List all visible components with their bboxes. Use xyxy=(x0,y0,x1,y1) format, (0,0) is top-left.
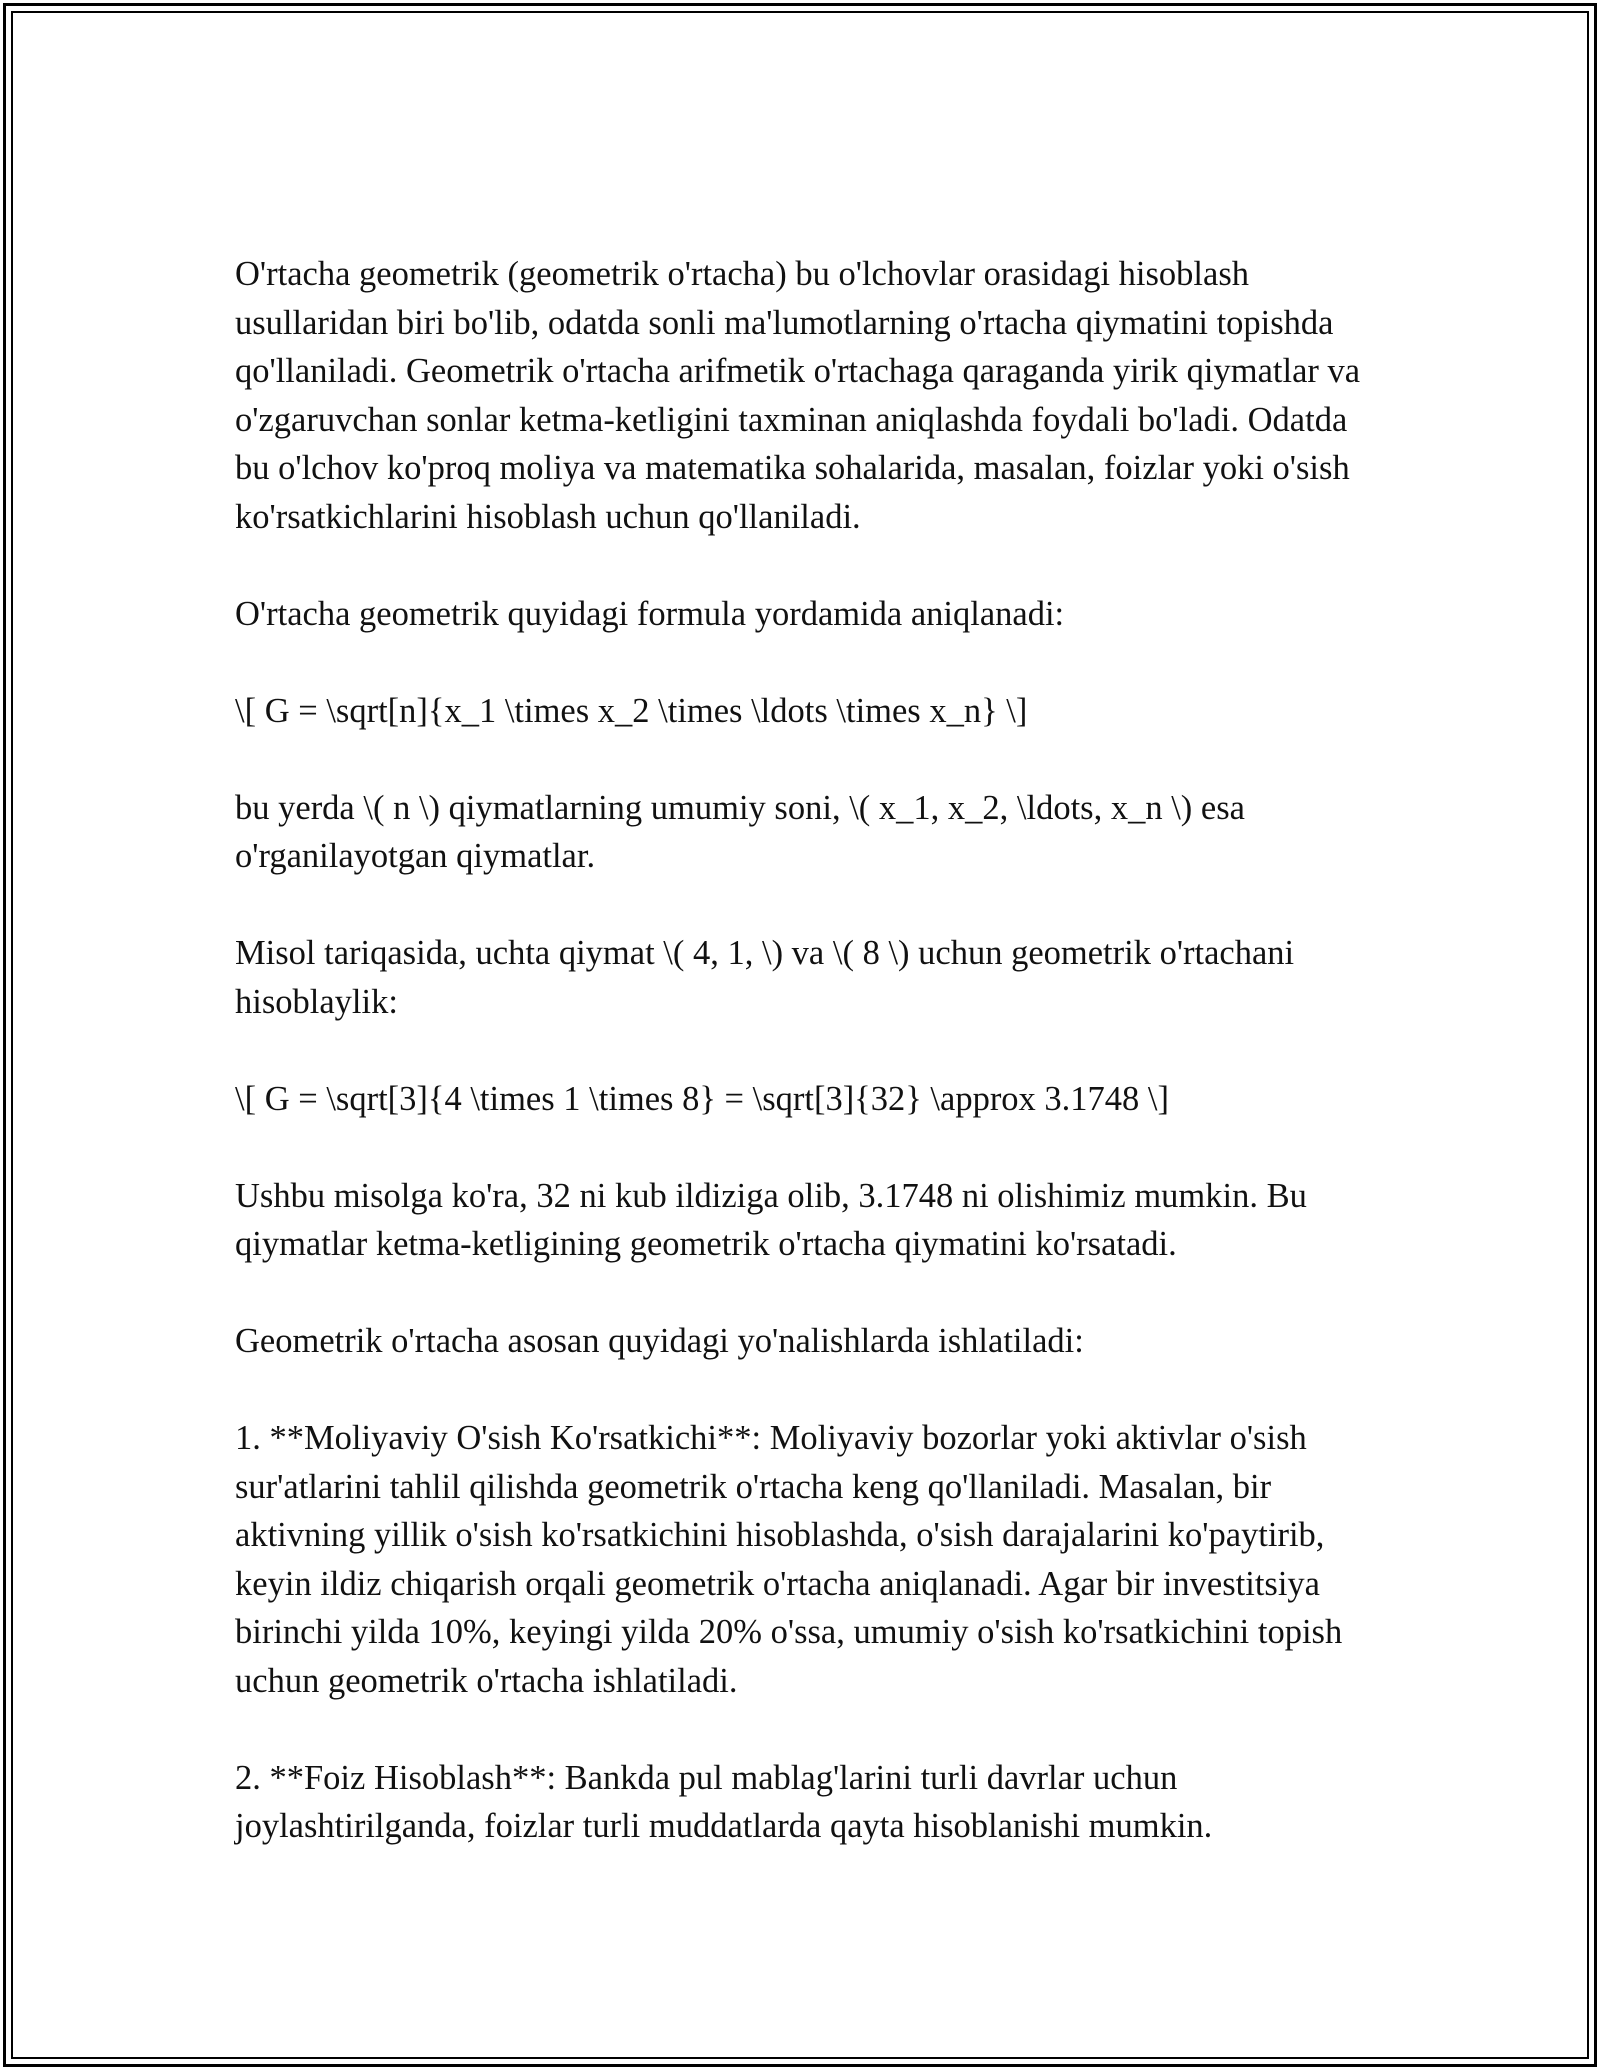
paragraph-intro: O'rtacha geometrik (geometrik o'rtacha) bu o'lchovlar orasidagi hisoblash usullaridan biri bo'lib, odatda sonli ma'lumotlarning o'rtacha qiymatini topishda qo'llaniladi. Geometrik o'rtacha arifmetik o'rtachaga qaraganda yirik qiymatlar va o'zgaruvchan sonlar ketma-ketligini taxminan aniqlashda foydali bo'ladi. Odatda bu o'lchov ko'proq moliya va matematika sohalarida, masalan, foizlar yoki o'sish ko'rsatkichlarini hisoblash uchun qo'llaniladi. xyxy=(235,255,1361,536)
list-item-financial-growth: 1. **Moliyaviy O'sish Ko'rsatkichi**: Moliyaviy bozorlar yoki aktivlar o'sish sur'atlarini tahlil qilishda geometrik o'rtacha keng qo'llaniladi. Masalan, bir aktivning yillik o'sish ko'rsatkichini hisoblashda, o'sish darajalarini ko'paytirib, keyin ildiz chiqarish orqali geometrik o'rtacha aniqlanadi. Agar bir investitsiya birinchi yilda 10%, keyingi yilda 20% o'ssa, umumiy o'sish ko'rsatkichini topish uchun geometrik o'rtacha ishlatiladi. xyxy=(235,1419,1343,1700)
paragraph-formula-explanation: bu yerda \( n \) qiymatlarning umumiy soni, \( x_1, x_2, \ldots, x_n \) esa o'rganilayotgan qiymatlar. xyxy=(235,788,1245,875)
formula-example: \[ G = \sqrt[3]{4 \times 1 \times 8} = \sqrt[3]{32} \approx 3.1748 \] xyxy=(235,1079,1170,1118)
paragraph-formula-intro: O'rtacha geometrik quyidagi formula yordamida aniqlanadi: xyxy=(235,594,1065,633)
paragraph-example-intro: Misol tariqasida, uchta qiymat \( 4, 1, \) va \( 8 \) uchun geometrik o'rtachani hisoblaylik: xyxy=(235,934,1295,1021)
formula-general: \[ G = \sqrt[n]{x_1 \times x_2 \times \ldots \times x_n} \] xyxy=(235,691,1028,730)
document-body xyxy=(235,250,1375,1899)
paragraph-uses-intro: Geometrik o'rtacha asosan quyidagi yo'nalishlarda ishlatiladi: xyxy=(235,1322,1084,1360)
paragraph-example-result: Ushbu misolga ko'ra, 32 ni kub ildiziga olib, 3.1748 ni olishimiz mumkin. Bu qiymatlar ketma-ketligining geometrik o'rtacha qiymatini ko'rsatadi. xyxy=(235,1176,1307,1263)
list-item-interest-calculation: 2. **Foiz Hisoblash**: Bankda pul mablag'larini turli davrlar uchun joylashtirilganda, foizlar turli muddatlarda qayta hisoblanishi mumkin. xyxy=(235,1758,1213,1845)
